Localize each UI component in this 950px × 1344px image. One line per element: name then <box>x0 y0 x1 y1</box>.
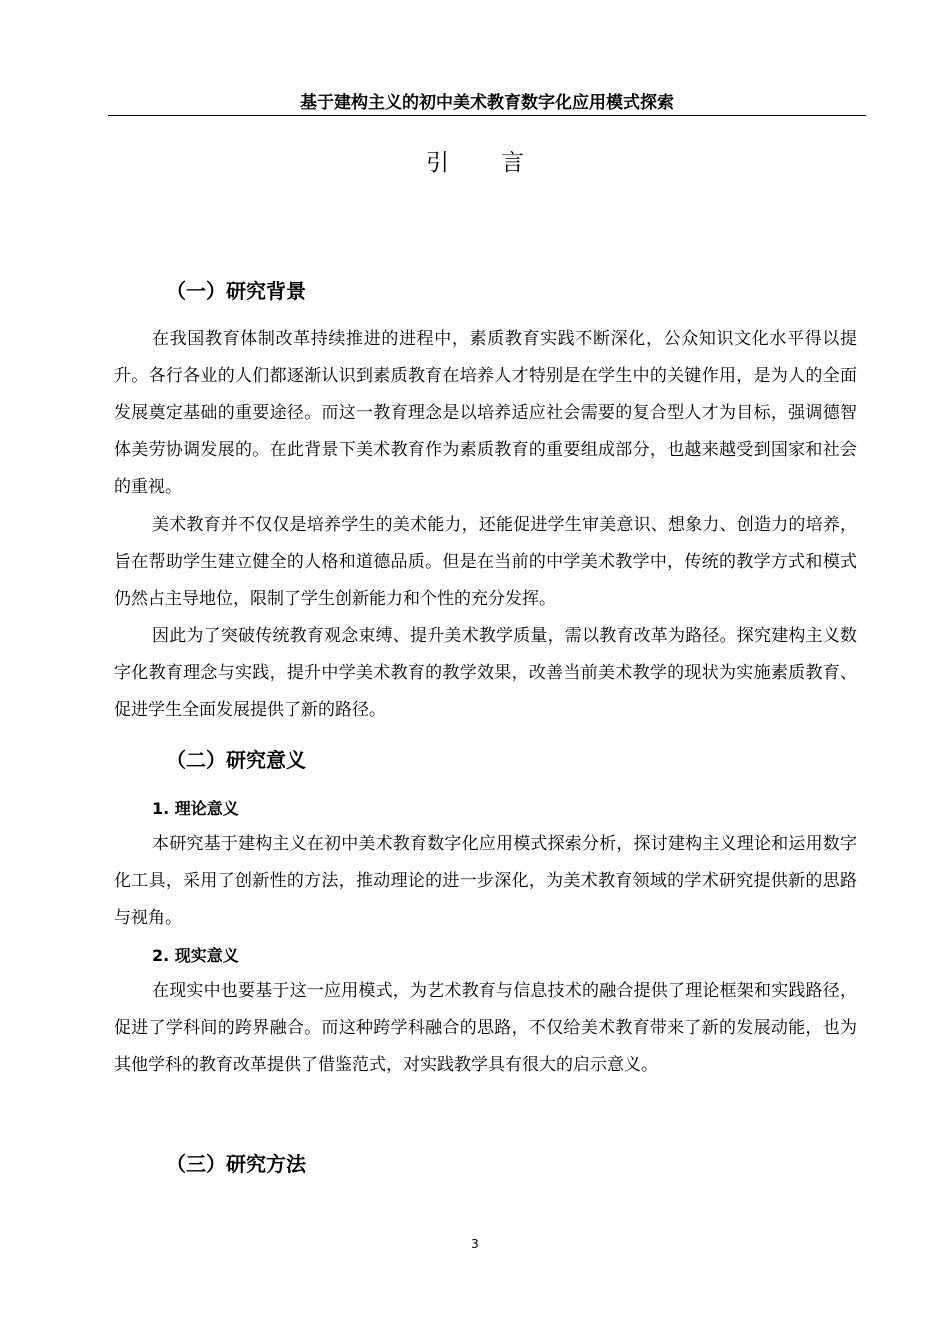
paragraph-practical: 在现实中也要基于这一应用模式，为艺术教育与信息技术的融合提供了理论框架和实践路径，促进了学科间的跨界融合。而这种跨学科融合的思路，不仅给美术教育带来了新的发展动能，也为其他学科的教育改革提供了借鉴范式，对实践教学具有很大的启示意义。 <box>114 981 857 1075</box>
section-heading-background: （一）研究背景 <box>166 279 306 303</box>
running-header: 基于建构主义的初中美术教育数字化应用模式探索 <box>108 93 866 116</box>
sub-heading-practical: 2. 现实意义 <box>152 946 239 965</box>
paragraph-background-2: 美术教育并不仅仅是培养学生的美术能力，还能促进学生审美意识、想象力、创造力的培养，旨在帮助学生建立健全的人格和道德品质。但是在当前的中学美术教学中，传统的教学方式和模式仍然占主导地位，限制了学生创新能力和个性的充分发挥。 <box>114 515 857 609</box>
section-heading-methods: （三）研究方法 <box>166 1152 306 1176</box>
paragraph-background-3: 因此为了突破传统教育观念束缚、提升美术教学质量，需以教育改革为路径。探究建构主义数字化教育理念与实践，提升中学美术教育的教学效果，改善当前美术教学的现状为实施素质教育、促进学生全面发展提供了新的路径。 <box>114 626 857 720</box>
page-title: 引言 <box>426 150 576 176</box>
sub-heading-theoretical: 1. 理论意义 <box>152 799 239 818</box>
page-number: 3 <box>471 1237 479 1251</box>
paragraph-theoretical: 本研究基于建构主义在初中美术教育数字化应用模式探索分析，探讨建构主义理论和运用数字化工具，采用了创新性的方法，推动理论的进一步深化，为美术教育领域的学术研究提供新的思路与视角。 <box>114 834 857 928</box>
paragraph-background-1: 在我国教育体制改革持续推进的进程中，素质教育实践不断深化，公众知识文化水平得以提升。各行各业的人们都逐渐认识到素质教育在培养人才特别是在学生中的关键作用，是为人的全面发展奠定基础的重要途径。而这一教育理念是以培养适应社会需要的复合型人才为目标，强调德智体美劳协调发展的。在此背景下美术教育作为素质教育的重要组成部分，也越来越受到国家和社会的重视。 <box>114 329 857 497</box>
section-heading-significance: （二）研究意义 <box>166 748 306 772</box>
